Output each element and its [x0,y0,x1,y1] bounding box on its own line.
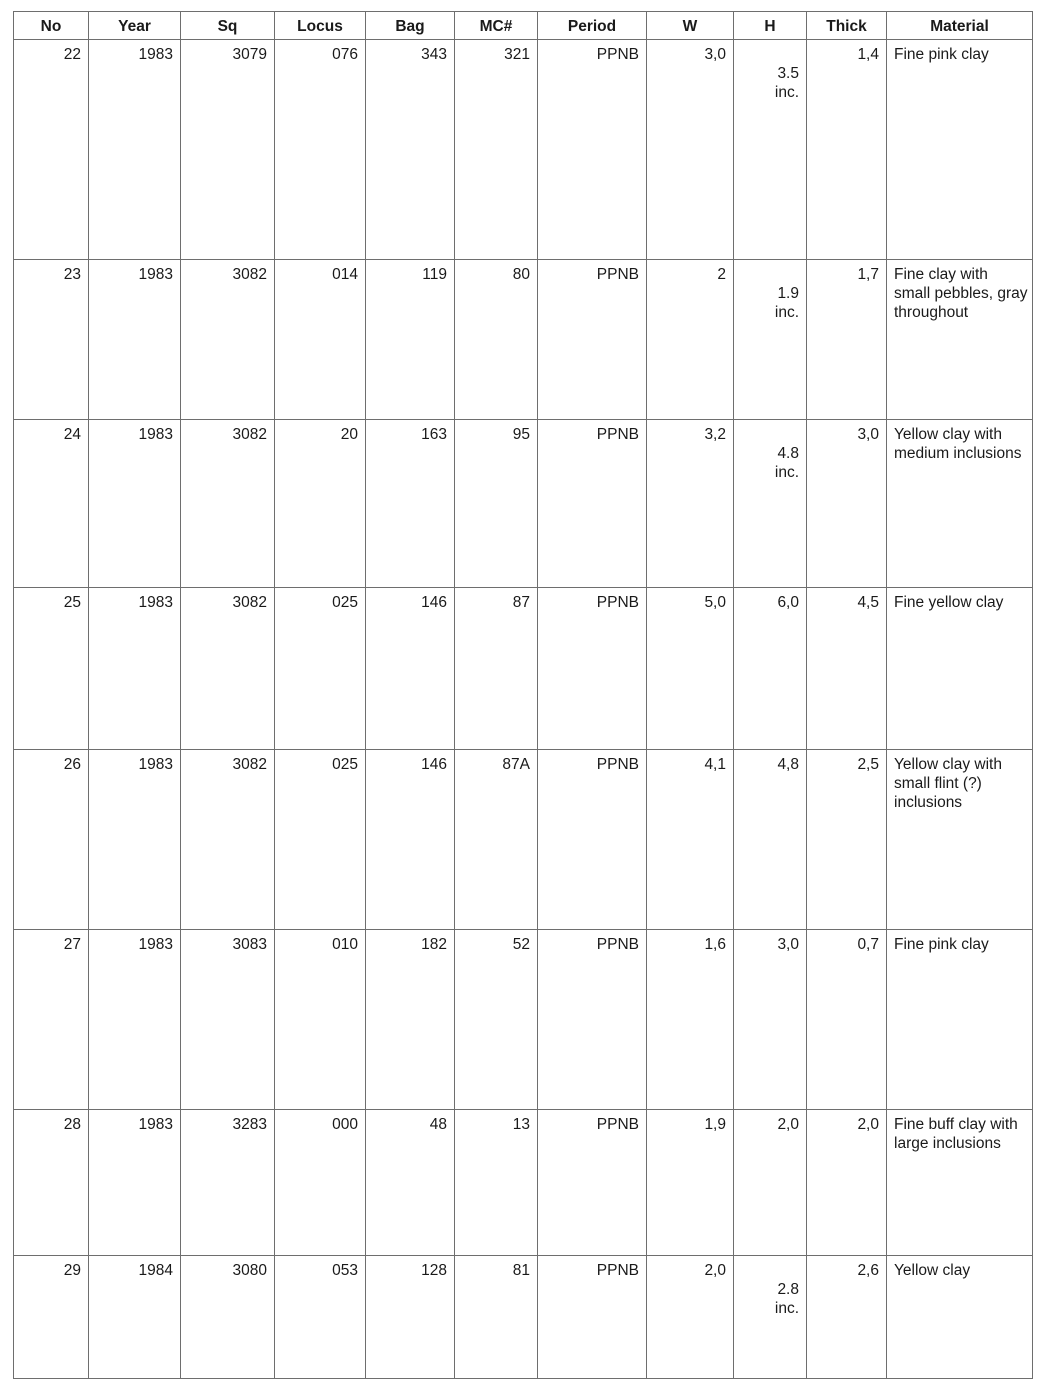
cell-thick: 0,7 [807,930,887,1110]
cell-bag: 48 [366,1110,455,1256]
cell-w: 2 [647,260,734,420]
cell-no: 25 [14,588,89,750]
column-header-no: No [14,12,89,40]
cell-year: 1983 [89,588,181,750]
cell-period: PPNB [538,260,647,420]
cell-bag: 343 [366,40,455,260]
cell-mc: 321 [455,40,538,260]
column-header-thick: Thick [807,12,887,40]
cell-year: 1983 [89,40,181,260]
cell-year: 1983 [89,420,181,588]
cell-year: 1983 [89,930,181,1110]
cell-w: 3,0 [647,40,734,260]
cell-sq: 3082 [181,260,275,420]
cell-h [734,40,807,260]
cell-w: 3,2 [647,420,734,588]
column-header-period: Period [538,12,647,40]
cell-locus: 025 [275,588,366,750]
cell-year: 1983 [89,260,181,420]
cell-h [734,1256,807,1379]
table-row [14,1256,1033,1379]
cell-w: 1,6 [647,930,734,1110]
table-row [14,420,1033,588]
cell-h-value: 2.8 inc. [774,1281,799,1317]
cell-no: 22 [14,40,89,260]
cell-thick: 1,4 [807,40,887,260]
cell-w: 2,0 [647,1256,734,1379]
cell-sq: 3079 [181,40,275,260]
cell-locus: 076 [275,40,366,260]
cell-period: PPNB [538,930,647,1110]
column-header-material: Material [887,12,1033,40]
cell-no: 29 [14,1256,89,1379]
cell-year: 1983 [89,1110,181,1256]
cell-mc: 13 [455,1110,538,1256]
cell-locus: 20 [275,420,366,588]
cell-no: 28 [14,1110,89,1256]
cell-locus: 025 [275,750,366,930]
cell-locus: 000 [275,1110,366,1256]
column-header-w: W [647,12,734,40]
cell-thick: 1,7 [807,260,887,420]
cell-h [734,260,807,420]
cell-mc: 87 [455,588,538,750]
cell-material: Yellow clay with small flint (?) inclusions [887,750,1033,930]
cell-thick: 2,5 [807,750,887,930]
cell-thick: 2,0 [807,1110,887,1256]
cell-material: Fine pink clay [887,40,1033,260]
cell-no: 27 [14,930,89,1110]
cell-bag: 182 [366,930,455,1110]
artifact-catalog-table [13,11,1033,1379]
cell-thick: 2,6 [807,1256,887,1379]
cell-w: 5,0 [647,588,734,750]
cell-thick: 3,0 [807,420,887,588]
cell-material: Fine clay with small pebbles, gray throughout [887,260,1033,420]
cell-mc: 52 [455,930,538,1110]
cell-sq: 3082 [181,750,275,930]
cell-mc: 81 [455,1256,538,1379]
cell-bag: 146 [366,750,455,930]
cell-sq: 3083 [181,930,275,1110]
cell-bag: 146 [366,588,455,750]
cell-locus: 010 [275,930,366,1110]
cell-sq: 3283 [181,1110,275,1256]
cell-h: 6,0 [734,588,807,750]
cell-h-value: 3.5 inc. [774,65,799,101]
cell-no: 26 [14,750,89,930]
table-row [14,930,1033,1110]
cell-period: PPNB [538,1256,647,1379]
column-header-bag: Bag [366,12,455,40]
cell-material: Yellow clay with medium inclusions [887,420,1033,588]
cell-period: PPNB [538,1110,647,1256]
cell-locus: 014 [275,260,366,420]
cell-mc: 80 [455,260,538,420]
cell-h-value: 1.9 inc. [774,285,799,321]
cell-period: PPNB [538,750,647,930]
cell-locus: 053 [275,1256,366,1379]
cell-h: 3,0 [734,930,807,1110]
cell-mc: 95 [455,420,538,588]
table-row [14,260,1033,420]
cell-sq: 3080 [181,1256,275,1379]
column-header-h: H [734,12,807,40]
cell-material: Fine buff clay with large inclusions [887,1110,1033,1256]
header-row [14,12,1033,40]
cell-material: Yellow clay [887,1256,1033,1379]
cell-h: 4,8 [734,750,807,930]
cell-material: Fine yellow clay [887,588,1033,750]
column-header-mc: MC# [455,12,538,40]
cell-w: 1,9 [647,1110,734,1256]
table-row [14,40,1033,260]
cell-w: 4,1 [647,750,734,930]
cell-year: 1984 [89,1256,181,1379]
cell-mc: 87A [455,750,538,930]
cell-period: PPNB [538,588,647,750]
column-header-locus: Locus [275,12,366,40]
table-row [14,1110,1033,1256]
cell-period: PPNB [538,420,647,588]
column-header-year: Year [89,12,181,40]
cell-bag: 163 [366,420,455,588]
cell-material: Fine pink clay [887,930,1033,1110]
cell-bag: 119 [366,260,455,420]
cell-h-value: 4.8 inc. [774,445,799,481]
cell-no: 24 [14,420,89,588]
cell-h: 2,0 [734,1110,807,1256]
cell-thick: 4,5 [807,588,887,750]
table-row [14,750,1033,930]
cell-period: PPNB [538,40,647,260]
table-row [14,588,1033,750]
cell-h [734,420,807,588]
cell-no: 23 [14,260,89,420]
cell-year: 1983 [89,750,181,930]
cell-sq: 3082 [181,420,275,588]
cell-bag: 128 [366,1256,455,1379]
cell-sq: 3082 [181,588,275,750]
column-header-sq: Sq [181,12,275,40]
